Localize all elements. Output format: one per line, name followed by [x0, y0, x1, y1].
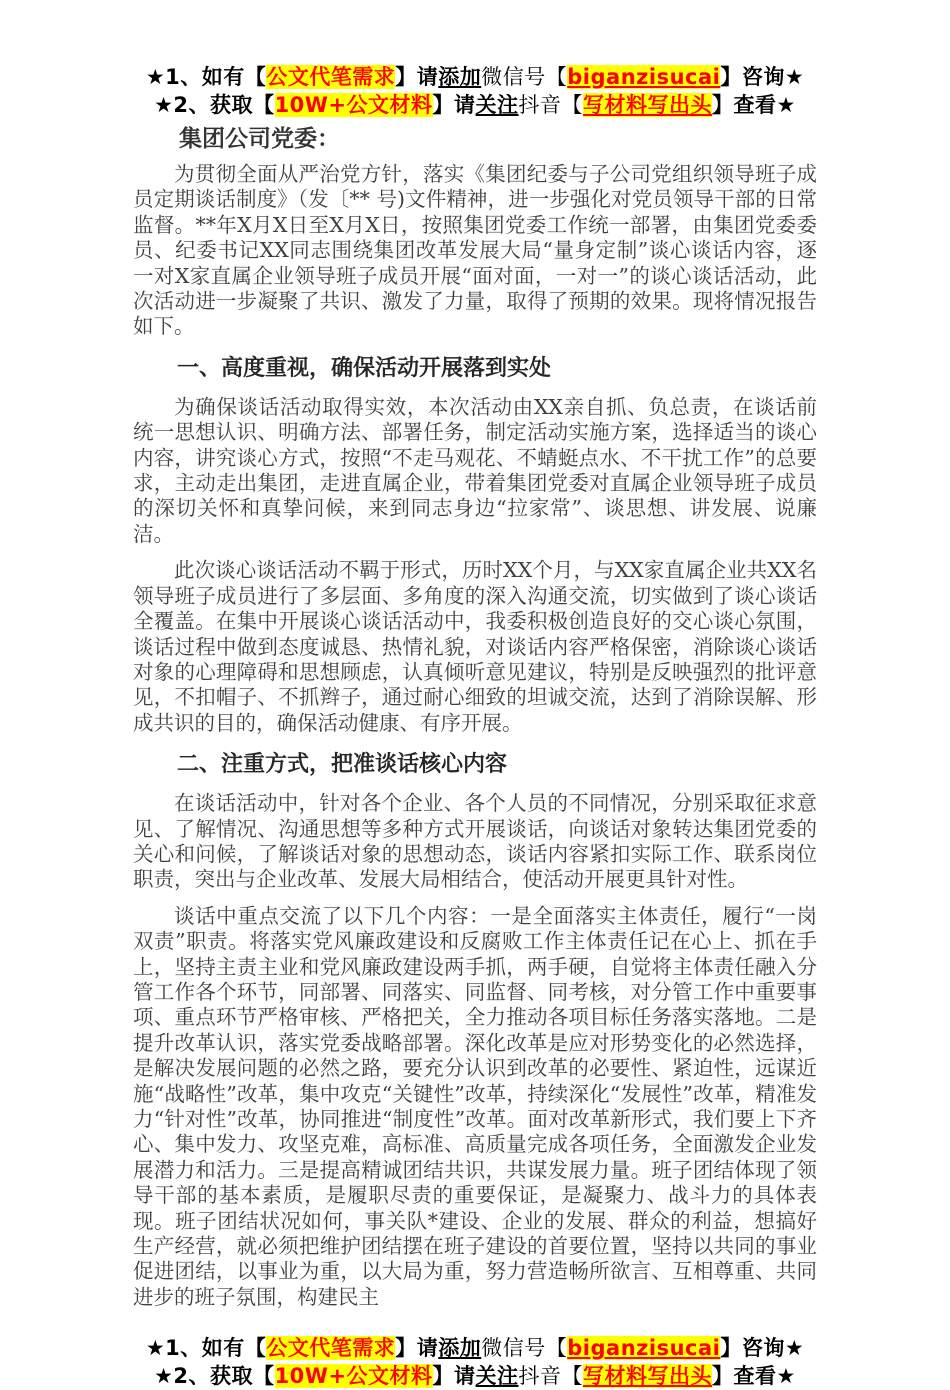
- salutation: 集团公司党委：: [179, 125, 340, 152]
- promo-highlight: 公文代笔需求: [266, 65, 396, 89]
- promo-text: 】请: [432, 1364, 476, 1389]
- promo-header: [0, 0, 950, 119]
- section-2-heading: 二、注重方式，把准谈话核心内容: [177, 752, 508, 778]
- promo-highlight-account: biganzisucai: [567, 1336, 721, 1361]
- promo-text: 】查看★: [712, 1364, 796, 1389]
- promo-text: 微信号【: [481, 1336, 568, 1361]
- promo-highlight-account: 写材料写出头: [583, 93, 713, 117]
- promo-text: ★2、获取【: [154, 93, 275, 117]
- section-2-paragraph-2: 谈话中重点交流了以下几个内容：一是全面落实主体责任，履行“一岗双责”职责。将落实党风廉政建设和反腐败工作主体责任记在心上、抓在手上，坚持主责主业和党风廉政建设两手抓，两手硬，自觉将主体责任融入分管工作各个环节，同部署、同落实、同监督、同考核，对分管工作中重要事项、重点环节严格审核、严格把关，全力推动各项目标任务落实落地。二是提升改革认识，落实党委战略部署。深化改革是应对形势变化的必然选择，是解决发展问题的必然之路，要充分认识到改革的必要性、紧迫性，远谋近施“战略性”改革，集中攻克“关键性”改革，持续深化“发展性”改革，精准发力“针对性”改革，协同推进“制度性”改革。面对改革新形式，我们要上下齐心、集中发力、攻坚克难，高标准、高质量完成各项任务，全面激发企业发展潜力和活力。三是提高精诚团结共识，共谋发展力量。班子团结体现了领导干部的基本素质，是履职尽责的重要保证，是凝聚力、战斗力的具体表现。班子团结状况如何，事关队*建设、企业的发展、群众的利益，想搞好生产经营，就必须把维护团结摆在班子建设的首要位置，坚持以共同的事业促进团结，以事业为重，以大局为重，努力营造畅所欲言、互相尊重、共同进步的班子氛围，构建民主: [133, 903, 817, 1309]
- promo-text: 】咨询★: [720, 1336, 805, 1361]
- promo-underlined-text: 添加: [438, 65, 482, 89]
- promo-highlight: 10W+公文材料: [274, 93, 433, 117]
- section-1-paragraph-2: 此次谈心谈话活动不羁于形式，历时XX个月，与XX家直属企业共XX名领导班子成员进行了多层面、多角度的深入沟通交流，切实做到了谈心谈话全覆盖。在集中开展谈心谈话活动中，我委积极创造良好的交心谈心氛围，谈话过程中做到态度诚恳、热情礼貌，对谈话内容严格保密，消除谈心谈话对象的心理障碍和思想顾虑，认真倾听意见建议，特别是反映强烈的批评意见，不扣帽子、不抓辫子，通过耐心细致的坦诚交流，达到了消除误解、形成共识的目的，确保活动健康、有序开展。: [133, 558, 817, 735]
- promo-highlight-account: 写材料写出头: [583, 1364, 713, 1389]
- promo-footer: [0, 1321, 950, 1390]
- promo-underlined-text: 关注: [475, 93, 519, 117]
- promo-text: ★2、获取【: [154, 1364, 275, 1389]
- promo-text: 】请: [432, 93, 476, 117]
- intro-paragraph: 为贯彻全面从严治党方针，落实《集团纪委与子公司党组织领导班子成员定期谈话制度》（发〔** 号)文件精神，进一步强化对党员领导干部的日常监督。**年X月X日至X月X日，按照集团党委工作统一部署，由集团党委委员、纪委书记XX同志围绕集团改革发展大局“量身定制”谈心谈话内容，逐一对X家直属企业领导班子成员开展“面对面，一对一”的谈心谈话活动，此次活动进一步凝聚了共识、激发了力量，取得了预期的效果。现将情况报告如下。: [133, 162, 817, 339]
- promo-text: 抖音【: [518, 93, 584, 117]
- promo-text: 】请: [395, 1336, 439, 1361]
- promo-line-2: [0, 91, 950, 119]
- promo-text: 】请: [395, 65, 439, 89]
- promo-text: 微信号【: [481, 65, 568, 89]
- promo-text: 】查看★: [712, 93, 796, 117]
- promo-text: ★1、如有【: [145, 65, 267, 89]
- promo-highlight: 10W+公文材料: [274, 1364, 433, 1389]
- section-2-paragraph-1: 在谈话活动中，针对各个企业、各个人员的不同情况，分别采取征求意见、了解情况、沟通思想等多种方式开展谈话，向谈话对象转达集团党委的关心和问候，了解谈话对象的思想动态，谈话内容紧扣实际工作、联系岗位职责，突出与企业改革、发展大局相结合，使活动开展更具针对性。: [133, 791, 817, 892]
- promo-highlight: 公文代笔需求: [266, 1336, 396, 1361]
- promo-line-1: [0, 1334, 950, 1362]
- section-1-heading: 一、高度重视，确保活动开展落到实处: [177, 355, 552, 381]
- promo-underlined-text: 添加: [438, 1336, 482, 1361]
- promo-text: ★1、如有【: [145, 1336, 267, 1361]
- promo-highlight-account: biganzisucai: [567, 65, 721, 89]
- promo-line-2: [0, 1362, 950, 1390]
- promo-text: 】咨询★: [720, 65, 805, 89]
- document-body: [133, 124, 817, 1310]
- promo-line-1: [0, 63, 950, 91]
- promo-underlined-text: 关注: [475, 1364, 519, 1389]
- promo-text: 抖音【: [518, 1364, 584, 1389]
- section-1-paragraph-1: 为确保谈话活动取得实效，本次活动由XX亲自抓、负总责，在谈话前统一思想认识、明确方法、部署任务，制定活动实施方案，选择适当的谈心内容，讲究谈心方式，按照“不走马观花、不蜻蜓点水、不干扰工作”的总要求，主动走出集团，走进直属企业，带着集团党委对直属企业领导班子成员的深切关怀和真挚问候，来到同志身边“拉家常”、谈思想、讲发展、说廉洁。: [133, 394, 817, 546]
